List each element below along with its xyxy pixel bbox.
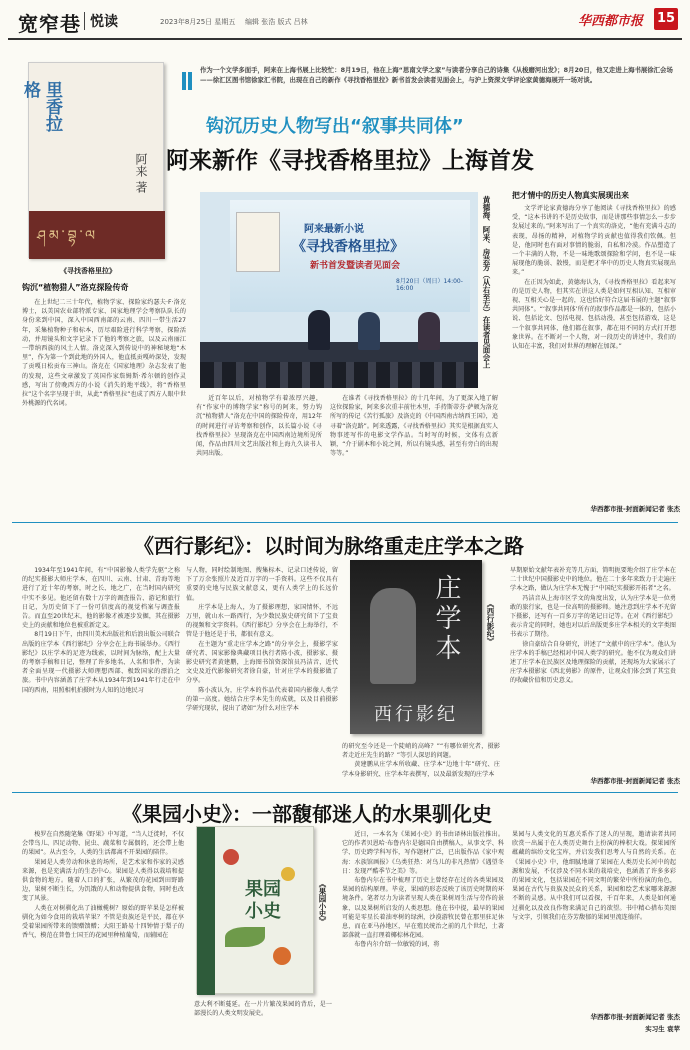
subhead-right-1: 把才情中的历史人物真实展现出来 — [512, 191, 629, 200]
body-2-col2 — [186, 566, 338, 786]
paragraph: 黄建鹏从庄学本所收藏、庄学本“边地十年”研究、庄学本身影研究、庄学本年表撰写，以及最新发现的庄学本 — [342, 761, 500, 778]
subhead-left-1: 钩沉“植物猎人”洛克探险传奇 — [22, 283, 129, 292]
headline-2: 《西行影纪》：以时间为脉络重走庄学本之路 — [134, 534, 524, 558]
intro-quote-icon — [182, 72, 196, 94]
body-3-col1 — [22, 830, 184, 1040]
paragraph: 在正因为如此，黄德海认为，《寻找香格里拉》看起来写的是历史人物，但其实在讲这人类是如何互相认知、互相审视、互相关心是一起的，这也恰好符合这届书展的主题“叙事共同体”。“‘叙事共同体’所有的叙事作品都是一体的，包括小说、包括论文、包括电视、包括动漫，甚至包括游戏，这是一个叙事共同体，他们都在叙事，都在用不同的方式打开想象世界。在不断对一个人物，对一段历史的讲述中，我们的认知在丰富，我们对世界的理解在加深。” — [512, 278, 676, 351]
body-2-col4 — [510, 566, 676, 772]
paragraph: 近百年以后，对植物学有着浓厚兴趣，有“作家中的博物学家”称号的阿来，努力钩沉“植物猎人”洛克在中国的探险传奇，用12年的时间进行寻访考察和创作，以长篇小说《寻找香格里拉》呈现洛克在中国西南边境所见所闻，作品由四川文艺出版社和上海九久读书人共同出版。 — [196, 395, 322, 458]
section-divider-1 — [12, 522, 678, 523]
editor-line: 编辑 张浩 版式 吕林 — [245, 18, 308, 26]
paragraph: 人类在对树驯化出了油橄榄树？原始的野苹果是怎样被驯化为如今食用的栽培苹果？不管是贵族还是平民，都在享受着果园所带来的馈赠馈赠；大阳王路易十四钟情于梨子的香气，模范在普鲁士国王的花园里种植葡萄，而辅园在 — [22, 904, 184, 940]
book-caption-1: 《寻找香格里拉》 — [60, 267, 116, 275]
page-number-badge — [654, 8, 678, 30]
body-right-1 — [512, 204, 676, 500]
headline-3: 《果园小史》：一部馥郁迷人的水果驯化史 — [122, 802, 492, 826]
body-2-col3 — [342, 742, 500, 790]
paragraph: 在上世纪二三十年代，植物学家、探险家约瑟夫·F·洛克博士，以美国农业部特派专家、国家地理学会考察队队长的身份来到中国，深入中国西南部的云南、四川一带生活27年，采集植物种子和标本，历尽艰险进行科学考察，探险活动，并用镜头和文字记录下了他的考察之旅，以及云南丽江一带纳西族的风土人情。洛克深入到传说中的神秘境地“木里”，作为第一个到此地的外国人，他直抵贡嘎岭深处，发现了贡嘎日松贡布三神山。洛克在《国家地理》杂志发表了他的发现，这些文章激发了英国作家詹姆斯·希尔顿的创作灵感，写出了傍晚西方的小说《消失的地平线》，将“香格里拉”这个名字呈现于世，从此“香格里拉”也成了西方人眼中世外桃源的代名词。 — [22, 299, 186, 408]
body-2-col1 — [22, 566, 180, 786]
banner-line-2: 《寻找香格里拉》 — [292, 239, 404, 255]
paragraph: 徐自豪结合自身研究，讲述了“文献中的庄学本”。他认为庄学本的手稿已经相对中国人类学的研究。他不仅为观众们讲述了庄学本在民族区及地理探险的贡献，还现场为大家展示了庄学本摄影家《西北剪影》的原件，让观众们体会到了其宝贵的收藏价值和历史意义。 — [510, 640, 676, 685]
banner-date: 8月20日（周日）14:00-16:00 — [396, 278, 463, 292]
cover-subtitle: 西行影纪 — [374, 704, 458, 725]
cover-leaf — [225, 927, 265, 947]
book-cover-guoyuan — [196, 826, 314, 994]
book-cover-xungzhao — [20, 62, 164, 258]
body-3-col2 — [194, 1000, 332, 1040]
header-rule — [8, 38, 682, 40]
cover-photo-figure — [370, 588, 416, 684]
cover-fruit-red — [223, 849, 239, 865]
paragraph: 庄学本是上海人，为了摄影理想，家国情怀，不远万里，就山水一路西行，为少数民族史研究留下了宝贵的视频和文字资料。《西行影纪》分享会在上海举行，不管是于他还是于书，都很有意义。 — [186, 603, 338, 639]
audience — [200, 362, 478, 388]
headline-1b: 阿来新作《寻找香格里拉》上海首发 — [166, 147, 534, 174]
body-mid-1b — [330, 394, 498, 514]
speaker-2 — [358, 312, 380, 350]
section-divider — [84, 12, 85, 30]
page-number: 15 — [656, 11, 676, 26]
byline-3a: 华西都市报-封面新闻记者 张杰 — [590, 1013, 680, 1021]
paragraph: 冯洁音从上海市区学文的角度出发，认为庄学本是一位勇敢的旅行家，也是一位高明的摄影师。她注意到庄学本不光留下摄影，还写有一百多万字的笔记日记等。在对《西行影纪》表示肯定的同时，她也对以后出版更多庄学本相关的文字类图书表示了期待。 — [510, 594, 676, 639]
cover-title: 果园小史 — [245, 879, 281, 922]
subsection-title: 悦读 — [90, 14, 118, 30]
byline-3b: 实习生 袁苹 — [645, 1025, 680, 1033]
banner-line-1: 阿来最新小说 — [304, 224, 364, 235]
section-title: 宽窄巷 — [18, 12, 81, 36]
paragraph: 与人物，同时绘制地图、搜集标本、记录口述传说，留下了万余张照片及近百万字的一手资料。这些不仅具有重要的史地与民族文献意义，更有人类学上的长远价值。 — [186, 567, 338, 602]
event-photo — [200, 192, 478, 388]
book-caption-3: 《果园小史》 — [318, 880, 327, 925]
intro-text: 作为一个文学多面手，阿来在上海书展上比较忙：8月19日，他在上海“思南文学之家”与读者分享自己的诗集《从梭磨河出发》；8月20日，他又走进上海书展徐汇会场——徐汇区图书馆徐家汇书院，出现在自己的新作《寻找香格里拉》新书首发会读者见面会上，与沪上资深文学评论家黄德海展开一场对谈。 — [200, 66, 673, 84]
paragraph: 8月19日下午，由四川美术出版社和后浪出版公司联合出版的庄学本《西行影纪》分享会在上海书展举办。《西行影纪》以庄学本的足迹为线索，以时间为脉络，配上大量的考察手稿和日记，整理了许多地名、人名和事件，为读者全面呈现一代摄影大师理想西部、极致国家的漂泊之旅。书中内容涵盖了庄学本从1934年到1941年行走在中国的西南，用照相机拍摄时为人知的边地民习 — [22, 631, 180, 694]
paragraph: 布鲁内尔介绍一位敏锐的词，将 — [354, 941, 440, 949]
headline-1a: 钩沉历史人物写出“叙事共同体” — [206, 116, 464, 137]
paragraph: 布鲁内尔在书中梳理了历史上曾经存在过的各类果园及果园的结构原理。毕竟，果园的形态反映了该历史时期的环境条件。笔者尽力为读者呈现人类在果树周生活与劳作的景象，以及果树所启发的人类思想。他在书中提，最早的果园可能是零星长着油枣树的绿洲，沙漠游牧民曾在那里驻足休息，而在亚马孙地区，早在殖民统治之前的几个世纪，土著部落就一直打理着椰棕林花园。 — [342, 877, 504, 940]
cover-title-vertical: 庄学本 — [431, 574, 461, 664]
paragraph: 在谁者《寻找香格里拉》的十几年间，为了更深入地了解这位探险家，阿来多次重丰前往木里，手持斯蒂芬·萨顿为洛克所写的传记《苦行孤旅》及洛克的《中国西南古纳西王国》，追寻着“洛克路”。阿来透露，《寻找香格里拉》其实是根据真实人物事迹写作的电影文学作品。当时写的时候，文体有点新颖，“介于剧本和小说之间，所以有镜头感，甚至有旁白的出现等等。” — [330, 395, 498, 458]
cover-title-art: 里香拉格 — [20, 81, 62, 132]
speaker-3 — [418, 312, 440, 350]
body-mid-1a — [196, 394, 322, 514]
paragraph: 在主题为“重走庄学本之路”的分享会上，摄影学家研究者、国家影像典藏项目执行者陈小波，摄影家、摄影史研究者黄建鹏，上海图书馆资深馆员冯洁音，近代文史及近代影像研究者徐自豪，针对庄学本的摄影做了分享。 — [186, 640, 338, 685]
paragraph: 1934年至1941年间，有“中国影像人类学先驱”之称的纪实摄影大师庄学本，在四川、云南、甘肃、青海等地进行了近十年的考察，时之长、地之广，在当时国内研究中实不多见。他还留有数十万字的调查报告、游记和旅行日记，为历史留下了一份可信度高的视觉档案与调查报告。而直至20世纪末，他的影像才被逐步发掘，其在摄影史上的贡献和地位也被重新定义。 — [22, 567, 180, 630]
paragraph: 果园是人类劳动和休息的场所，是艺术家和作家的灵感来源，也是充满活力的生态中心。果园是人类得以栽培和提供食物的地方。随着人口的扩张，从繁茂的花园到田野路边，果树不断生长，为饥饿的人和动物提供食物，同时也改变了风景。 — [22, 858, 184, 903]
cover-author: 阿来 著 — [134, 153, 148, 193]
photo-caption-vertical: 黄德海、阿来、房芸芳（从右至左）在读者见面会上 — [482, 196, 491, 369]
cover-vertical-strip — [197, 827, 215, 995]
screen-book-image — [236, 212, 280, 272]
paragraph: 意大利不断蔓延。在一片片繁茂果园的背后，是一部漫长的人类文明发展史。 — [194, 1001, 332, 1018]
byline-1: 华西都市报-封面新闻记者 张杰 — [590, 505, 680, 513]
paragraph: 陈小波认为，庄学本的作品代表着国内影像人类学的第一高度。她结合庄学本先生的成就，以及目前摄影学研究现状，提出了诸如“为什么对庄学本 — [186, 686, 338, 713]
paragraph: 梭罗在自然随笔集《野果》中写道，“当人迁徙时，不仅会带鸟儿、四足动物、昆虫、蔬菜和专属偶的，还会带上他的果园”。从古至今，人类的生活都离不开果园的陪伴。 — [22, 831, 184, 857]
date-line: 2023年8月25日 星期五 — [160, 18, 236, 26]
paper-logo: 华西都市报 — [578, 14, 644, 29]
cover-fruit-orange — [273, 947, 291, 965]
section-divider-2 — [12, 792, 678, 793]
paragraph: 的研究至今还是一个陡峭的高峰？”“有哪位研究者，摄影者走近庄先生的路？”等引人深思的问题。 — [342, 743, 500, 760]
page-header — [0, 0, 690, 40]
cover-tibetan-script: ཤམ་བྷ་ལ — [37, 228, 98, 244]
body-left-1 — [22, 298, 186, 514]
paragraph: 近日，一本名为《果园小史》的书由译林出版社推出。它的作者贝恩哈·布鲁内尔是德国自由撰稿人，从事文学、科学、历史跨学科写作，写作题材广泛，已出版作品《家中观海：水族馆画报》《乌类狂热：对鸟儿的非凡热情》《遇望冬日：发现严酷季节之美》等。 — [342, 831, 504, 875]
book-cover-xixing — [350, 560, 482, 734]
paragraph: 早期原始文献年表补充等几方面，简明扼要地介绍了庄学本在二十世纪中国摄影史中的地位。他在二十多年来致力于走遍庄学本之路，做认为庄学本无愧于“中国纪实摄影开拓者”之名。 — [510, 567, 676, 593]
byline-2: 华西都市报-封面新闻记者 张杰 — [590, 777, 680, 785]
banner-line-3: 新书首发暨读者见面会 — [310, 261, 401, 271]
body-3-col3 — [342, 830, 504, 1040]
book-caption-2: 《西行影纪》 — [486, 600, 495, 645]
body-3-col4 — [512, 830, 676, 1008]
paragraph: 文学评论家黄德海分享了他阅读《寻找香格里拉》的感受，“这本书讲的不是历史故事，而是讲那些事情怎么一步步发展过来的。”阿来写出了一个真实的洛克，“他有充满斗志的表现，昂扬的精神，对植物学的贡献也值得我们钦佩。但是，他同时也有面对事情的脆弱，自私和冷漠。作品塑造了一个丰满的人物，不是一味地歌颂探险和学问，也不是一味展现他的脆弱、散慢，而是把才华中的历史人物真实展现出来。” — [512, 205, 676, 277]
paragraph: 果园与人类文化的互惠关系作了迷人的呈现，邀请读者共同欣赏一出属于在人类历史舞台上扮演的棒积大戏。探果园所蕴藏的缤纷文化宝库，并启发我们思考人与自然的关系。在《果园小史》中，他细腻地谢了果园在人类历史长河中的起源和发展，不仅涉及不同水果的栽培史，也涵盖了许多多彩的果园文化，包括果园在不同文明的繁荣中所扮演的角色，果园在古代与贵族及民众的关系，果园和绘艺术家哪来源源不断的灵感。从中我们可以看探，千百年来，人类是如何通过驯化以及改良作物来满足自己的欲望。书中精心措布美图与文字，引领我们在芬芳馥郁的果园里流连徜徉。 — [512, 831, 676, 921]
speaker-1 — [308, 310, 330, 350]
